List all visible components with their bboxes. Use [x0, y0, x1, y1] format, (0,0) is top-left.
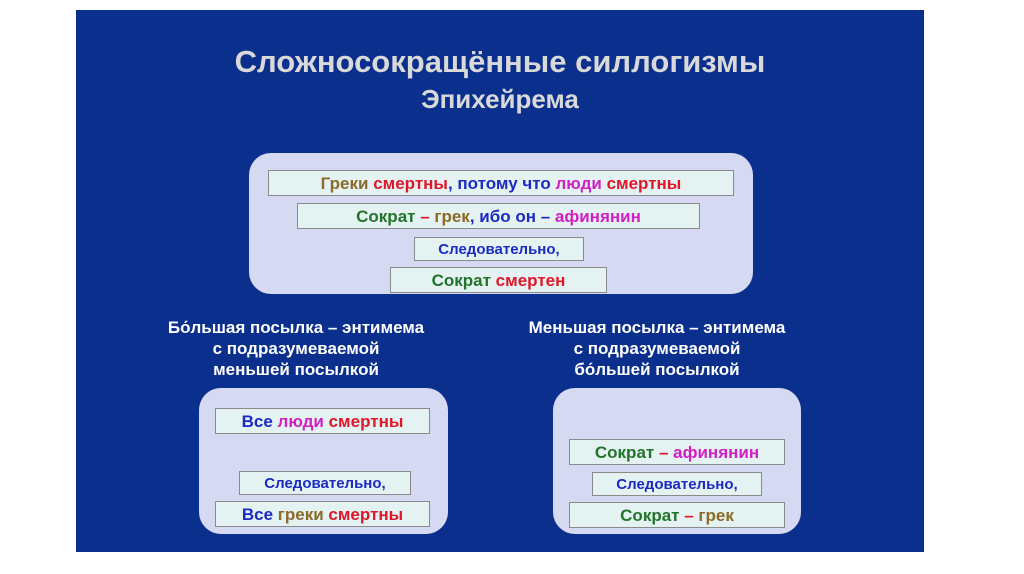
right-line-2: Следовательно,: [592, 472, 762, 496]
left-panel: [199, 388, 448, 534]
top-line-1: Греки смертны, потому что люди смертны: [268, 170, 734, 196]
right-line-3: Сократ – грек: [569, 502, 785, 528]
left-line-3: Все греки смертны: [215, 501, 430, 527]
left-line-2: Следовательно,: [239, 471, 411, 495]
left-line-1: Все люди смертны: [215, 408, 430, 434]
slide-subtitle: Эпихейрема: [421, 84, 579, 114]
top-line-4: Сократ смертен: [390, 267, 607, 293]
slide: [76, 10, 924, 552]
slide-title: Сложносокращённые силлогизмы: [234, 44, 766, 79]
top-panel: [249, 153, 753, 294]
top-line-3: Следовательно,: [414, 237, 584, 261]
right-caption: Меньшая посылка – энтимема с подразумеваемой бо́льшей посылкой: [528, 318, 786, 379]
left-caption: Бо́льшая посылка – энтимема с подразумеваемой меньшей посылкой: [167, 318, 425, 379]
right-line-1: Сократ – афинянин: [569, 439, 785, 465]
right-panel: [553, 388, 801, 534]
top-line-2: Сократ – грек, ибо он – афинянин: [297, 203, 700, 229]
